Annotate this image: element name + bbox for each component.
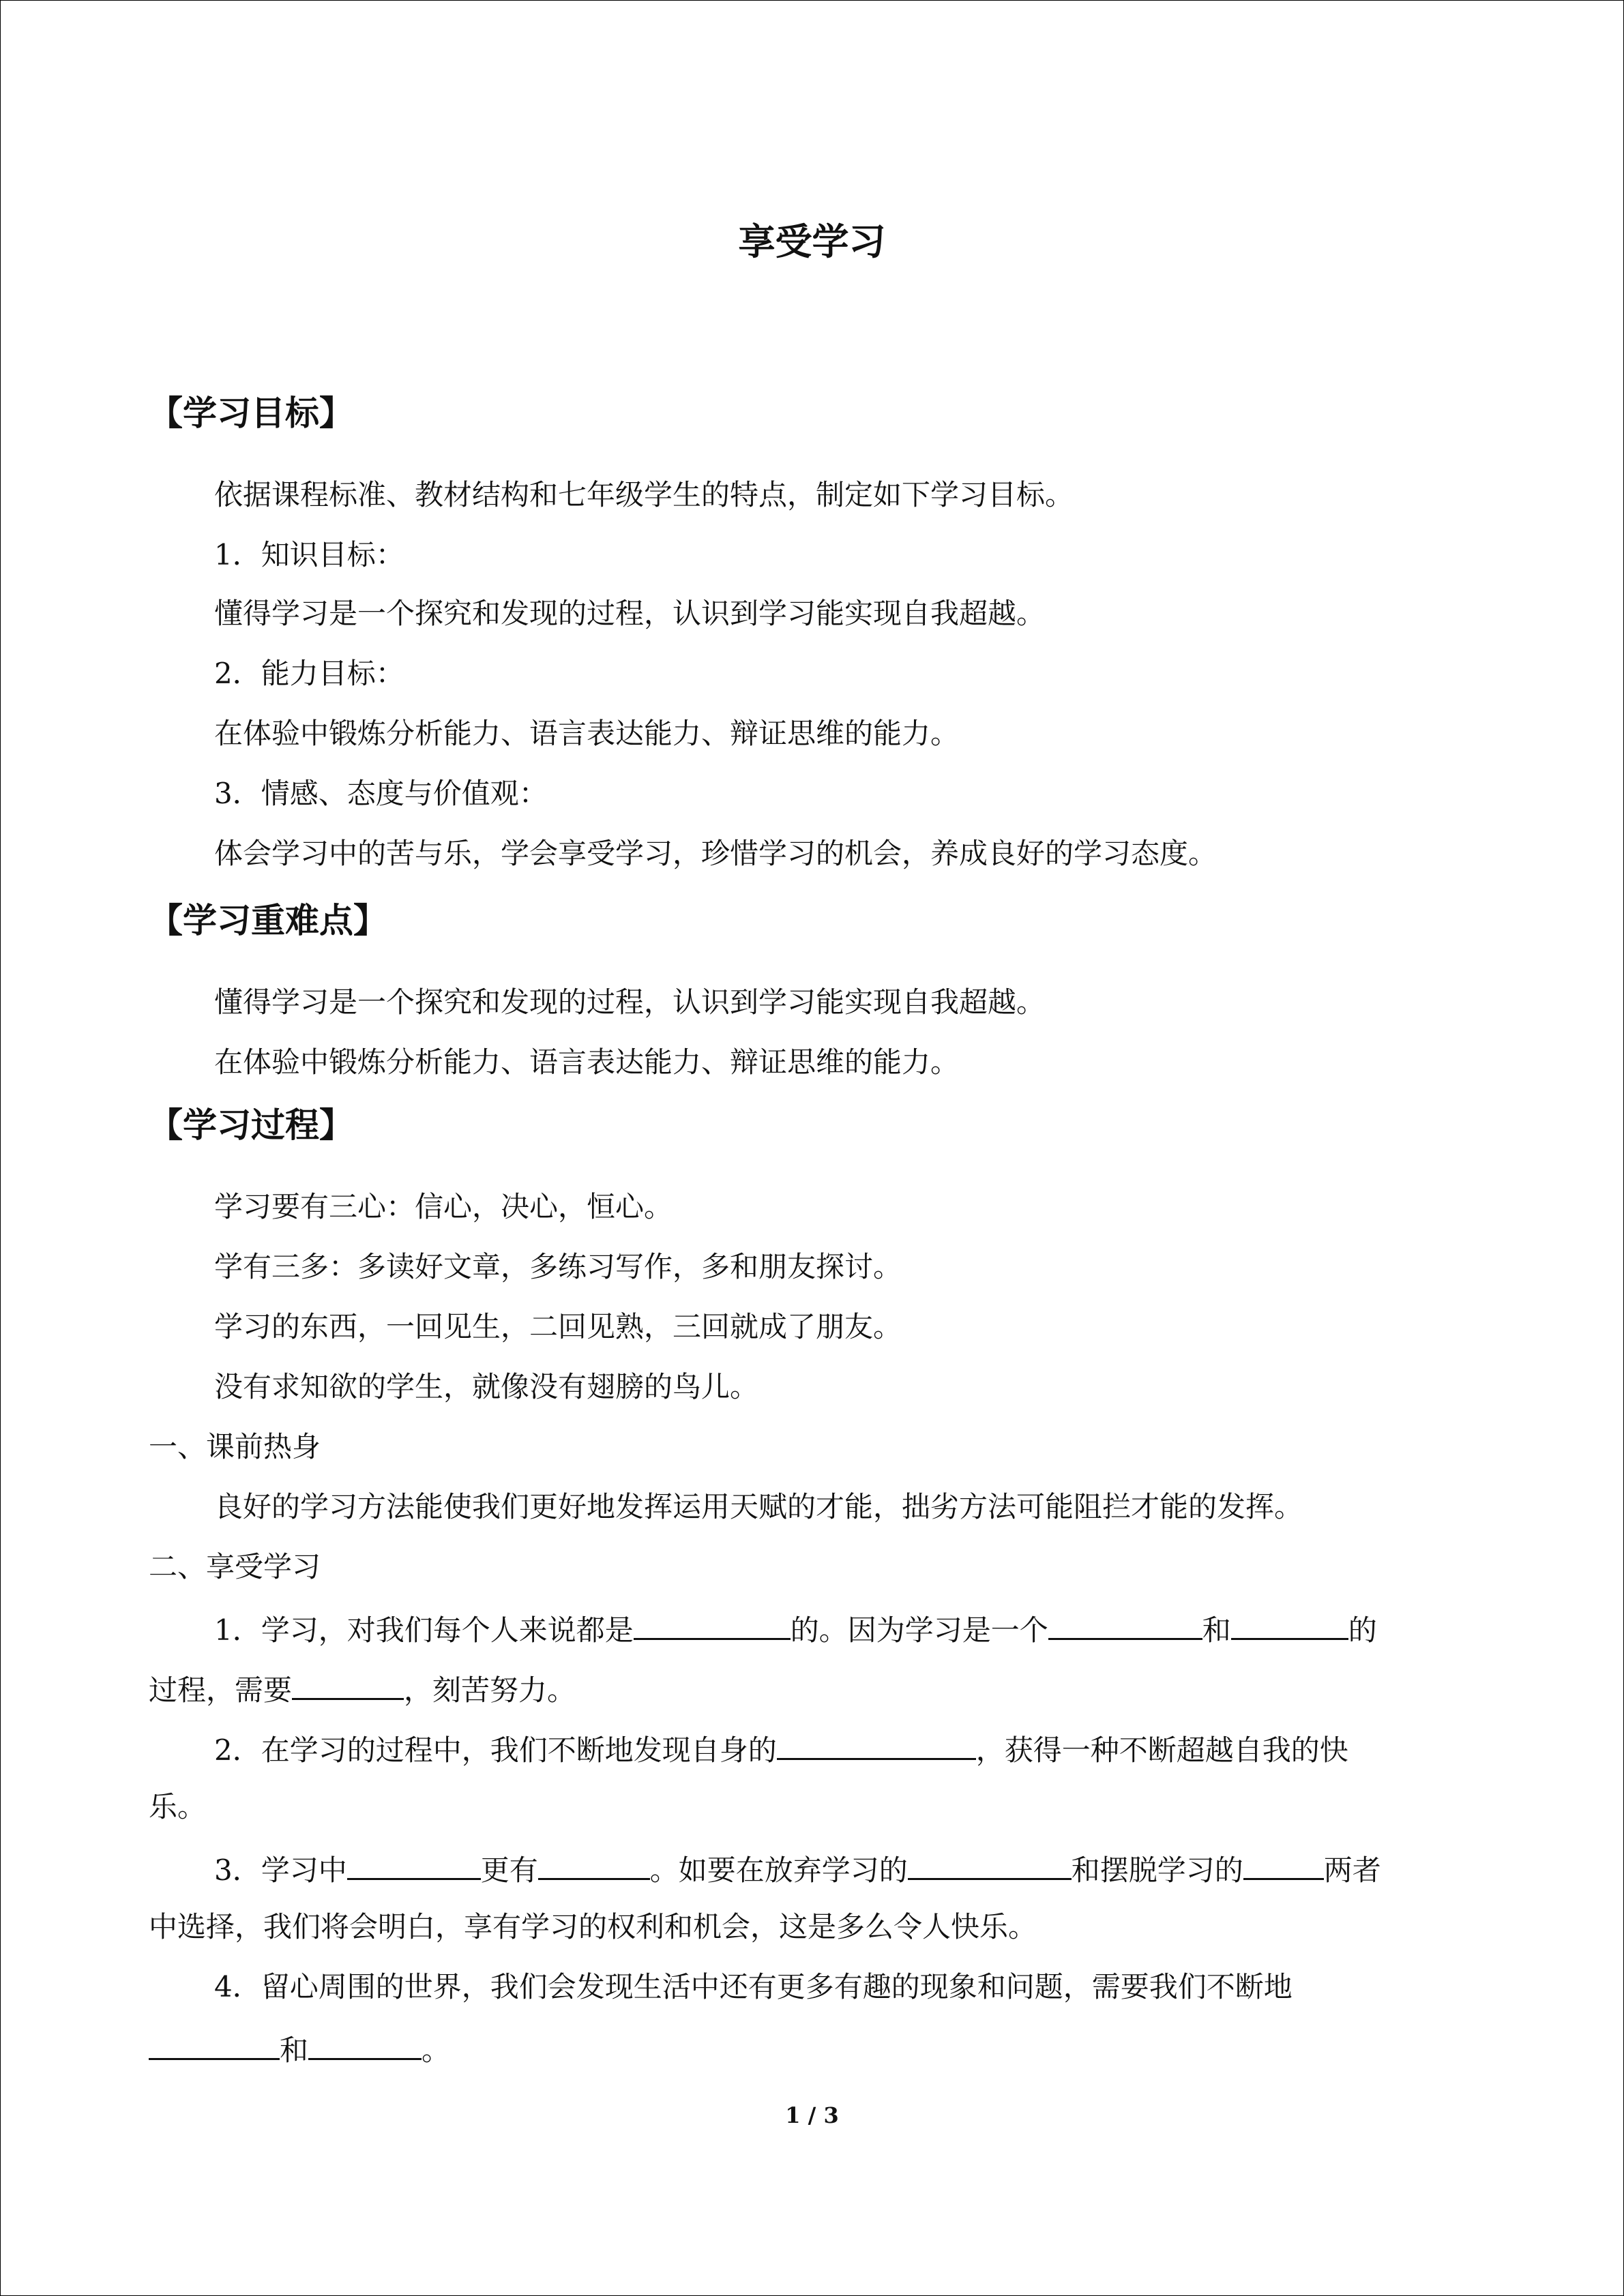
item1-text-e: 过程，需要 — [149, 1673, 293, 1707]
fill-blank[interactable] — [1048, 1608, 1202, 1640]
fill-blank[interactable] — [149, 2028, 280, 2060]
fill-blank[interactable] — [308, 2028, 422, 2060]
fill-blank[interactable] — [538, 1848, 650, 1880]
quote-3: 学习的东西，一回见生，二回见熟，三回就成了朋友。 — [214, 1310, 902, 1343]
item3-text-a: 3．学习中 — [214, 1853, 347, 1887]
item2-line2: 乐。 — [149, 1790, 207, 1823]
fill-blank[interactable] — [1243, 1848, 1324, 1880]
objectives-intro: 依据课程标准、教材结构和七年级学生的特点，制定如下学习目标。 — [214, 478, 1074, 511]
item3-line2: 中选择，我们将会明白，享有学习的权利和机会，这是多么令人快乐。 — [149, 1910, 1037, 1943]
fill-blank[interactable] — [292, 1668, 404, 1700]
item2-text-b: ，获得一种不断超越自我的快 — [975, 1733, 1348, 1767]
document-title: 享受学习 — [738, 220, 886, 263]
item1-text-d: 的 — [1348, 1613, 1377, 1647]
item3-text-d: 和摆脱学习的 — [1071, 1853, 1243, 1887]
item4-line1: 4．留心周围的世界，我们会发现生活中还有更多有趣的现象和问题，需要我们不断地 — [214, 1970, 1293, 2003]
part1-heading: 一、课前热身 — [149, 1430, 321, 1463]
knowledge-goal-heading: 1．知识目标： — [214, 538, 404, 571]
item2-text-a: 2．在学习的过程中，我们不断地发现自身的 — [214, 1733, 777, 1767]
item4-text-c: 。 — [422, 2033, 451, 2067]
key-point-2: 在体验中锻炼分析能力、语言表达能力、辩证思维的能力。 — [214, 1045, 960, 1079]
emotion-goal-heading: 3．情感、态度与价值观： — [214, 777, 548, 810]
item3-text-e: 两者 — [1323, 1853, 1381, 1887]
item3-line1 — [214, 1848, 1381, 1890]
ability-goal-text: 在体验中锻炼分析能力、语言表达能力、辩证思维的能力。 — [214, 717, 960, 750]
item3-text-b: 更有 — [480, 1853, 538, 1887]
fill-blank[interactable] — [777, 1728, 976, 1760]
item1-text-b: 的。因为学习是一个 — [790, 1613, 1048, 1647]
fill-blank[interactable] — [1231, 1608, 1348, 1640]
section-heading-key-points: 【学习重难点】 — [149, 900, 387, 940]
fill-blank[interactable] — [634, 1608, 791, 1640]
part2-heading: 二、享受学习 — [149, 1550, 321, 1583]
item1-text-c: 和 — [1202, 1613, 1231, 1647]
part1-text: 良好的学习方法能使我们更好地发挥运用天赋的才能，拙劣方法可能阻拦才能的发挥。 — [214, 1490, 1303, 1523]
item4-text-b: 和 — [280, 2033, 309, 2067]
section-heading-process: 【学习过程】 — [149, 1105, 353, 1145]
quote-4: 没有求知欲的学生，就像没有翅膀的鸟儿。 — [214, 1370, 759, 1403]
key-point-1: 懂得学习是一个探究和发现的过程，认识到学习能实现自我超越。 — [214, 985, 1046, 1019]
item2-line1 — [214, 1728, 1348, 1770]
fill-blank[interactable] — [908, 1848, 1072, 1880]
item3-text-c: 。如要在放弃学习的 — [649, 1853, 908, 1887]
knowledge-goal-text: 懂得学习是一个探究和发现的过程，认识到学习能实现自我超越。 — [214, 597, 1046, 630]
quote-2: 学有三多：多读好文章，多练习写作，多和朋友探讨。 — [214, 1250, 902, 1283]
item1-line1 — [214, 1608, 1377, 1650]
item4-line2 — [149, 2028, 450, 2070]
ability-goal-heading: 2．能力目标： — [214, 657, 404, 690]
section-heading-objectives: 【学习目标】 — [149, 393, 353, 433]
item1-text-a: 1．学习，对我们每个人来说都是 — [214, 1613, 634, 1647]
item1-text-f: ，刻苦努力。 — [404, 1673, 576, 1707]
quote-1: 学习要有三心：信心，决心，恒心。 — [214, 1190, 673, 1223]
page-number: 1 / 3 — [785, 2102, 839, 2128]
item1-line2 — [149, 1668, 576, 1710]
fill-blank[interactable] — [347, 1848, 481, 1880]
emotion-goal-text: 体会学习中的苦与乐，学会享受学习，珍惜学习的机会，养成良好的学习态度。 — [214, 837, 1217, 870]
